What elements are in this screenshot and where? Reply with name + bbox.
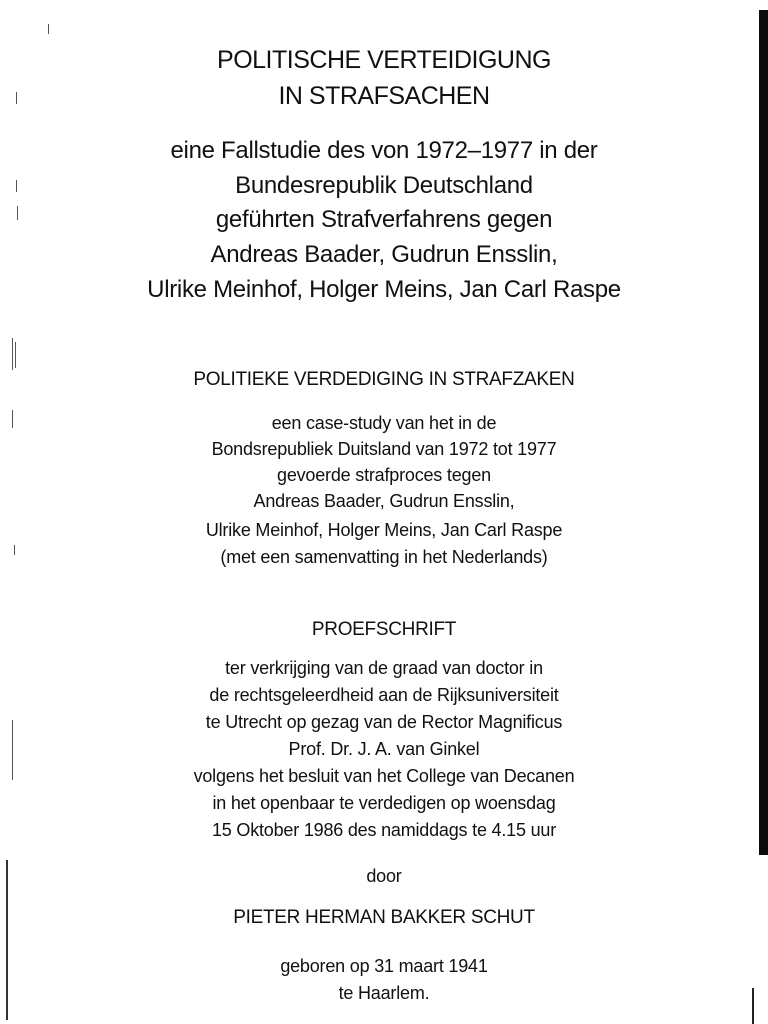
thesis-by: door — [366, 866, 402, 886]
dutch-subtitle-line-6: (met een samenvatting in het Nederlands) — [220, 547, 548, 567]
thesis-line-7: 15 Oktober 1986 des namiddags te 4.15 uur — [211, 820, 557, 840]
thesis-line-2: de rechtsgeleerdheid aan de Rijksuniversiteit — [209, 685, 559, 705]
dutch-subtitle-line-2: Bondsrepubliek Duitsland van 1972 tot 1977 — [211, 439, 557, 459]
dutch-title: POLITIEKE VERDEDIGING IN STRAFZAKEN — [193, 369, 575, 390]
scan-speck — [15, 342, 16, 368]
thesis-line-4: Prof. Dr. J. A. van Ginkel — [288, 739, 480, 759]
dutch-subtitle-line-3: gevoerde strafproces tegen — [277, 465, 491, 485]
german-title-line-1: POLITISCHE VERTEIDIGUNG — [217, 46, 551, 74]
birth-line-1: geboren op 31 maart 1941 — [280, 956, 488, 976]
birth-line-2: te Haarlem. — [338, 983, 430, 1003]
scan-speck — [12, 338, 13, 370]
thesis-line-1: ter verkrijging van de graad van doctor in — [225, 658, 543, 678]
german-subtitle-line-3: geführten Strafverfahrens gegen — [215, 206, 553, 233]
dutch-subtitle-line-1: een case-study van het in de — [271, 413, 497, 433]
thesis-line-5: volgens het besluit van het College van Decanen — [193, 766, 575, 786]
dutch-subtitle-line-4: Andreas Baader, Gudrun Ensslin, — [253, 491, 515, 511]
author-name: PIETER HERMAN BAKKER SCHUT — [233, 907, 535, 928]
scan-speck — [48, 24, 49, 34]
thesis-label: PROEFSCHRIFT — [311, 619, 457, 640]
thesis-line-6: in het openbaar te verdedigen op woensdag — [212, 793, 556, 813]
dutch-subtitle-line-5: Ulrike Meinhof, Holger Meins, Jan Carl Raspe — [205, 520, 563, 540]
german-subtitle-line-2: Bundesrepublik Deutschland — [235, 172, 533, 199]
german-subtitle-line-1: eine Fallstudie des von 1972–1977 in der — [170, 137, 598, 164]
german-subtitle-line-5: Ulrike Meinhof, Holger Meins, Jan Carl Raspe — [147, 276, 621, 303]
german-subtitle-line-4: Andreas Baader, Gudrun Ensslin, — [210, 241, 558, 268]
german-title-line-2: IN STRAFSACHEN — [278, 82, 490, 110]
thesis-line-3: te Utrecht op gezag van de Rector Magnificus — [205, 712, 563, 732]
